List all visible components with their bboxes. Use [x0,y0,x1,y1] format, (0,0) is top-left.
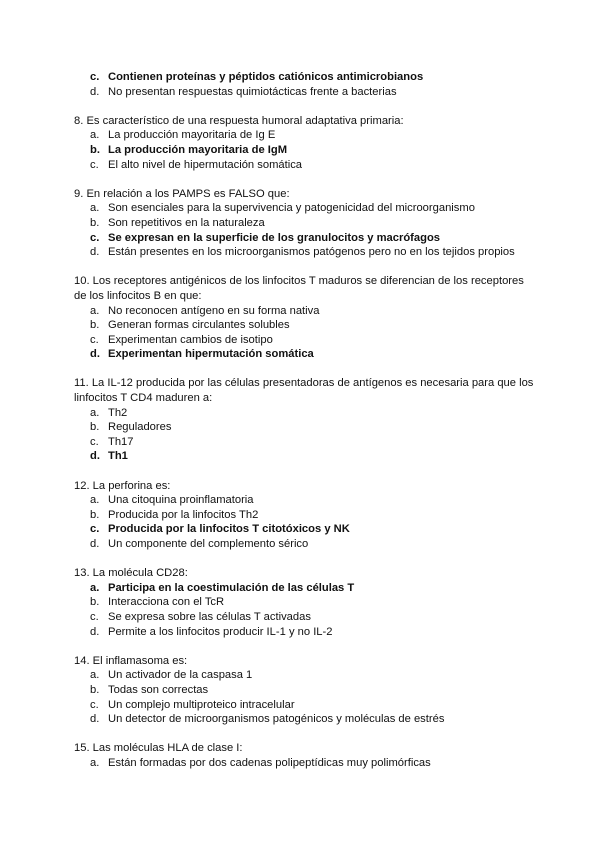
answer-option [74,143,534,158]
answer-option [74,581,534,596]
option-letter: d. [90,85,100,98]
answer-option [74,449,534,464]
option-text: Son esenciales para la supervivencia y patogenicidad del microorganismo [108,202,475,215]
option-letter: c. [90,333,99,346]
option-letter: a. [90,756,100,769]
option-text: Son repetitivos en la naturaleza [108,216,265,229]
answer-option [74,508,534,523]
option-letter: d. [90,348,100,361]
answer-option [74,698,534,713]
option-text: Un detector de microorganismos patogénicos y moléculas de estrés [108,713,445,726]
question-block [74,114,534,172]
answer-option [74,85,534,100]
option-text: Un componente del complemento sérico [108,538,309,550]
option-letter: b. [90,421,100,434]
question-block [74,654,534,727]
spacer [74,362,534,377]
option-letter: d. [90,538,100,550]
option-text: Se expresan en la superficie de los granulocitos y macrófagos [108,231,441,244]
spacer [74,464,534,479]
option-letter: d. [90,713,100,726]
answer-option [74,537,534,552]
answer-option [74,318,534,333]
option-text: Reguladores [108,421,172,434]
option-text: No reconocen antígeno en su forma nativa [108,304,320,317]
answer-option [74,347,534,362]
spacer [74,99,534,114]
answer-option [74,420,534,435]
answer-option [74,231,534,246]
answer-option [74,304,534,319]
document-page [74,70,534,771]
answer-option [74,333,534,348]
question-block [74,566,534,639]
question-block [74,376,534,464]
answer-option [74,683,534,698]
question-block [74,274,534,362]
option-text: Experimentan hipermutación somática [108,348,314,361]
answer-option [74,158,534,173]
option-text: Permite a los linfocitos producir IL-1 y no IL-2 [108,625,333,638]
answer-option [74,625,534,640]
option-letter: b. [90,143,100,156]
option-letter: c. [90,435,99,448]
answer-option [74,712,534,727]
question-title: 13. La molécula CD28: [74,567,188,580]
option-text: Generan formas circulantes solubles [108,319,290,332]
option-letter: a. [90,202,100,215]
option-letter: c. [90,231,100,244]
option-letter: d. [90,625,100,638]
option-text: Un complejo multiproteico intracelular [108,698,295,711]
option-letter: a. [90,304,100,317]
answer-option [74,245,534,260]
option-text: Producida por la linfocitos T citotóxicos y NK [108,523,350,536]
option-text: La producción mayoritaria de IgM [108,143,288,156]
option-text: Un activador de la caspasa 1 [108,669,253,682]
question-title: 10. Los receptores antigénicos de los linfocitos T maduros se diferencian de los receptores de los linfocitos B en que: [74,275,524,302]
question-title: 8. Es característico de una respuesta humoral adaptativa primaria: [74,114,404,127]
option-letter: d. [90,246,100,259]
question-title: 9. En relación a los PAMPS es FALSO que: [74,187,290,200]
answer-option [74,522,534,537]
spacer [74,552,534,567]
option-text: Experimentan cambios de isotipo [108,333,273,346]
option-letter: c. [90,698,99,711]
option-letter: a. [90,494,100,507]
option-text: Producida por la linfocitos Th2 [108,508,259,521]
option-text: Contienen proteínas y péptidos catiónicos antimicrobianos [108,71,424,83]
question-block [74,741,534,770]
question-title: 14. El inflamasoma es: [74,654,188,667]
option-letter: b. [90,508,100,521]
question-title: 11. La IL-12 producida por las células presentadoras de antígenos es necesaria para que los linfocitos T CD4 maduren a: [74,377,534,405]
option-letter: b. [90,596,100,609]
question-block [74,187,534,260]
answer-option [74,435,534,450]
option-letter: c. [90,610,99,623]
option-text: Todas son correctas [108,683,209,696]
option-text: Participa en la coestimulación de las células T [108,581,355,594]
answer-option [74,70,534,85]
option-letter: b. [90,683,100,696]
question-title: 12. La perforina es: [74,479,171,492]
option-letter: c. [90,158,99,171]
option-text: Interacciona con el TcR [108,596,225,609]
option-text: Están presentes en los microorganismos patógenos pero no en los tejidos propios [108,246,515,259]
answer-option [74,595,534,610]
option-letter: d. [90,450,100,463]
spacer [74,172,534,187]
option-letter: a. [90,406,100,419]
option-text: El alto nivel de hipermutación somática [108,158,303,171]
option-text: Th1 [108,450,128,463]
option-text: Se expresa sobre las células T activadas [108,610,311,623]
option-text: Th17 [108,435,134,448]
option-letter: c. [90,523,100,536]
option-letter: b. [90,319,100,332]
option-text: No presentan respuestas quimiotácticas frente a bacterias [108,85,397,98]
answer-option [74,756,534,771]
answer-option [74,128,534,143]
option-text: Una citoquina proinflamatoria [108,494,254,507]
answer-option [74,493,534,508]
spacer [74,727,534,742]
question-title: 15. Las moléculas HLA de clase I: [74,742,243,755]
answer-option [74,668,534,683]
option-letter: a. [90,669,100,682]
option-letter: a. [90,129,100,142]
option-text: Th2 [108,406,128,419]
option-text: Están formadas por dos cadenas polipeptídicas muy polimórficas [108,756,431,769]
answer-option [74,216,534,231]
option-letter: c. [90,71,100,83]
question-block [74,479,534,552]
spacer [74,639,534,654]
answer-option [74,610,534,625]
spacer [74,260,534,275]
answer-option [74,201,534,216]
option-letter: a. [90,581,100,594]
answer-option [74,406,534,421]
option-text: La producción mayoritaria de Ig E [108,129,276,142]
option-letter: b. [90,216,100,229]
